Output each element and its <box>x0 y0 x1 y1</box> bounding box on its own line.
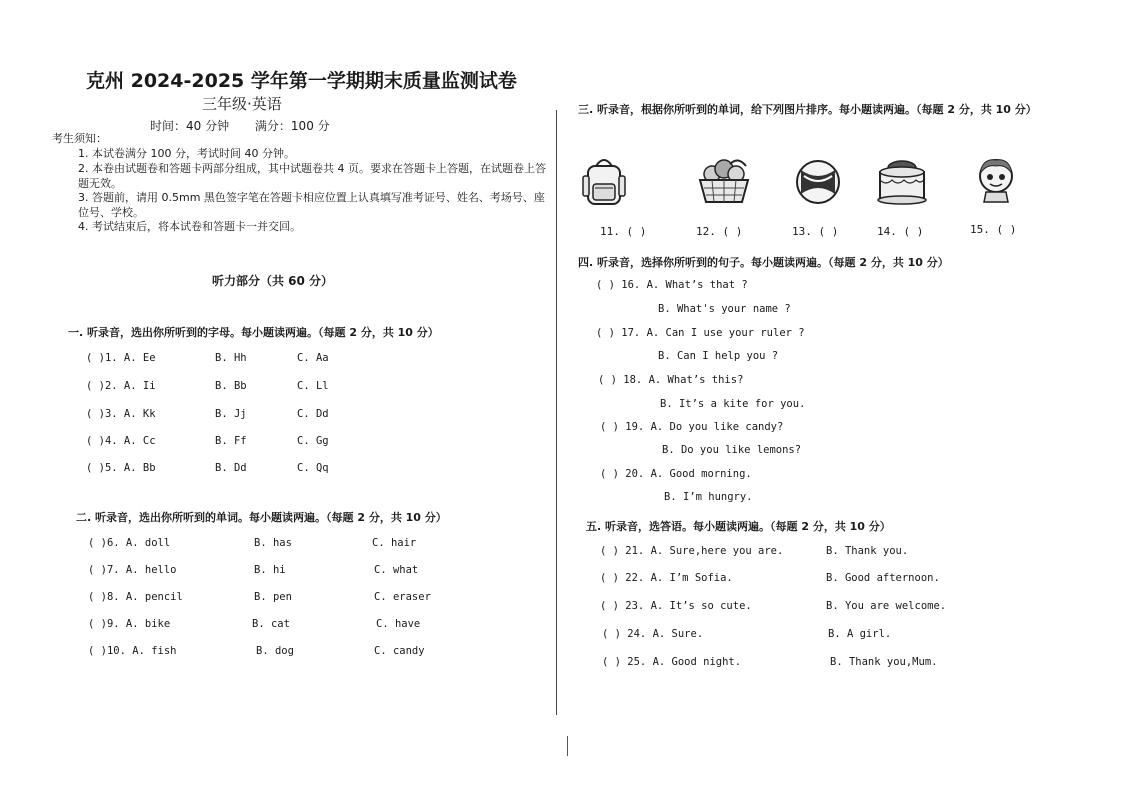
question-2-option-c: C. Ll <box>297 380 329 392</box>
page-subtitle: 三年级·英语 <box>202 95 282 113</box>
question-5-option-b: B. Dd <box>215 462 247 474</box>
section1-title: 一. 听录音，选出你所听到的字母。每小题读两遍。（每题 2 分，共 10 分） <box>68 326 439 339</box>
question-23: ( ) 23. A. It’s so cute. <box>600 600 752 612</box>
question-21: ( ) 21. A. Sure,here you are. <box>600 545 784 557</box>
question-6: ( )6. A. doll <box>88 537 171 549</box>
section4-title: 四. 听录音，选择你所听到的句子。每小题读两遍。（每题 2 分，共 10 分） <box>578 256 949 269</box>
section3-title: 三. 听录音，根据你所听到的单词，给下列图片排序。每小题读两遍。（每题 2 分，共 10 分） <box>578 103 1037 116</box>
question-18-option-b: B. It’s a kite for you. <box>660 398 806 410</box>
question-16: ( ) 16. A. What’s that ? <box>596 279 748 291</box>
exam-time: 时间：40 分钟 <box>150 119 230 133</box>
question-3: ( )3. A. Kk <box>86 408 156 420</box>
question-4-option-b: B. Ff <box>215 435 247 447</box>
question-17-option-b: B. Can I help you ? <box>658 350 779 362</box>
exam-info <box>150 117 352 134</box>
page-title: 克州 2024-2025 学年第一学期期末质量监测试卷 <box>86 70 517 92</box>
question-9-option-b: B. cat <box>252 618 290 630</box>
question-9: ( )9. A. bike <box>88 618 171 630</box>
question-22-option-b: B. Good afternoon. <box>826 572 940 584</box>
picture-label-14: 14. ( ) <box>877 225 924 238</box>
question-4: ( )4. A. Cc <box>86 435 156 447</box>
fruit-basket-icon <box>694 152 754 210</box>
question-22: ( ) 22. A. I’m Sofia. <box>600 572 733 584</box>
section2-title: 二. 听录音，选出你所听到的单词。每小题读两遍。（每题 2 分，共 10 分） <box>76 511 447 524</box>
question-2-option-b: B. Bb <box>215 380 247 392</box>
question-18: ( ) 18. A. What’s this? <box>598 374 744 386</box>
question-8: ( )8. A. pencil <box>88 591 183 603</box>
question-10-option-c: C. candy <box>374 645 425 657</box>
boy-face-icon <box>968 152 1028 210</box>
question-1-option-c: C. Aa <box>297 352 329 364</box>
question-24: ( ) 24. A. Sure. <box>602 628 704 640</box>
question-6-option-b: B. has <box>254 537 292 549</box>
question-10: ( )10. A. fish <box>88 645 177 657</box>
question-7-option-b: B. hi <box>254 564 286 576</box>
note-item: 4. 考试结束后，将本试卷和答题卡一并交回。 <box>78 220 301 233</box>
question-20: ( ) 20. A. Good morning. <box>600 468 752 480</box>
question-23-option-b: B. You are welcome. <box>826 600 947 612</box>
picture-label-12: 12. ( ) <box>696 225 743 238</box>
backpack-icon <box>574 152 634 210</box>
question-9-option-c: C. have <box>376 618 421 630</box>
column-divider <box>556 110 557 715</box>
note-item: 1. 本试卷满分 100 分，考试时间 40 分钟。 <box>78 147 295 160</box>
question-16-option-b: B. What's your name ? <box>658 303 791 315</box>
picture-label-11: 11. ( ) <box>600 225 647 238</box>
question-10-option-b: B. dog <box>256 645 294 657</box>
question-3-option-c: C. Dd <box>297 408 329 420</box>
question-19: ( ) 19. A. Do you like candy? <box>600 421 784 433</box>
ball-icon <box>790 152 850 210</box>
question-2: ( )2. A. Ii <box>86 380 156 392</box>
question-7: ( )7. A. hello <box>88 564 177 576</box>
exam-score: 满分：100 分 <box>254 119 330 133</box>
question-24-option-b: B. A girl. <box>828 628 892 640</box>
question-19-option-b: B. Do you like lemons? <box>662 444 802 456</box>
question-6-option-c: C. hair <box>372 537 417 549</box>
question-5: ( )5. A. Bb <box>86 462 156 474</box>
question-1: ( )1. A. Ee <box>86 352 156 364</box>
question-21-option-b: B. Thank you. <box>826 545 909 557</box>
column-divider-mark <box>567 736 568 756</box>
question-3-option-b: B. Jj <box>215 408 247 420</box>
question-5-option-c: C. Qq <box>297 462 329 474</box>
question-7-option-c: C. what <box>374 564 419 576</box>
question-17: ( ) 17. A. Can I use your ruler ? <box>596 327 805 339</box>
question-1-option-b: B. Hh <box>215 352 247 364</box>
section5-title: 五. 听录音，选答语。每小题读两遍。（每题 2 分，共 10 分） <box>586 520 891 533</box>
picture-label-13: 13. ( ) <box>792 225 839 238</box>
listening-part-title: 听力部分（共 60 分） <box>212 274 334 288</box>
question-4-option-c: C. Gg <box>297 435 329 447</box>
question-8-option-c: C. eraser <box>374 591 431 603</box>
question-25: ( ) 25. A. Good night. <box>602 656 742 668</box>
picture-label-15: 15. ( ) <box>970 223 1017 236</box>
note-item: 2. 本卷由试题卷和答题卡两部分组成，其中试题卷共 4 页。要求在答题卡上答题，在试题卷上答题无效。 <box>78 162 546 190</box>
notes-title: 考生须知： <box>52 132 107 145</box>
question-20-option-b: B. I’m hungry. <box>664 491 753 503</box>
note-item: 3. 答题前，请用 0.5mm 黑色签字笔在答题卡相应位置上认真填写准考证号、姓名、考场号、座位号、学校。 <box>78 191 545 219</box>
question-8-option-b: B. pen <box>254 591 292 603</box>
cake-icon <box>872 152 932 210</box>
question-25-option-b: B. Thank you,Mum. <box>830 656 938 668</box>
